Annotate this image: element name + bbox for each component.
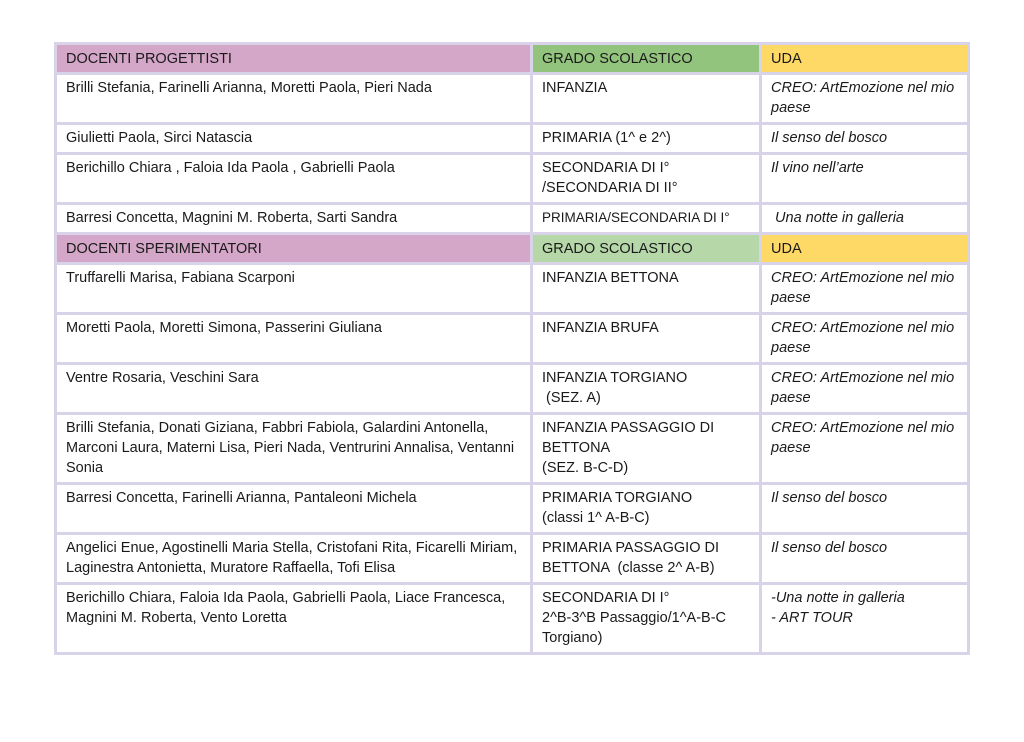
- uda-line: CREO: ArtEmozione nel mio: [771, 80, 955, 96]
- grado-line: BETTONA: [542, 440, 611, 456]
- grado-line: (SEZ. B-C-D): [542, 460, 629, 476]
- table-row: [57, 315, 967, 365]
- grado-line: (classi 1^ A-B-C): [542, 510, 650, 526]
- docenti-cell: Moretti Paola, Moretti Simona, Passerini Giuliana: [57, 315, 533, 365]
- docenti-cell: Brilli Stefania, Donati Giziana, Fabbri Fabiola, Galardini Antonella, Marconi Laura, Materni Lisa, Pieri Nada, Ventrurini Annalisa, Ventanni Sonia: [57, 415, 533, 485]
- uda-line: paese: [771, 290, 811, 306]
- table-row: [57, 75, 967, 125]
- header-grado-scolastico: GRADO SCOLASTICO: [533, 45, 762, 75]
- uda-line: paese: [771, 390, 811, 406]
- grado-cell: [533, 155, 762, 205]
- grado-line: PRIMARIA (1^ e 2^): [542, 130, 671, 146]
- grado-line: Torgiano): [542, 630, 603, 646]
- grado-line: BETTONA (classe 2^ A-B): [542, 560, 715, 576]
- grado-cell: [533, 585, 762, 652]
- uda-cell: [762, 125, 967, 155]
- header-docenti-sperimentatori: DOCENTI SPERIMENTATORI: [57, 235, 533, 265]
- header-docenti-progettisti: DOCENTI PROGETTISTI: [57, 45, 533, 75]
- grado-line: PRIMARIA/SECONDARIA DI I°: [542, 210, 730, 225]
- uda-cell: [762, 155, 967, 205]
- table-row: [57, 585, 967, 652]
- uda-cell: [762, 365, 967, 415]
- docenti-cell: Barresi Concetta, Magnini M. Roberta, Sarti Sandra: [57, 205, 533, 235]
- docenti-cell: Berichillo Chiara, Faloia Ida Paola, Gabrielli Paola, Liace Francesca, Magnini M. Roberta, Vento Loretta: [57, 585, 533, 652]
- uda-cell: [762, 585, 967, 652]
- table-row: [57, 155, 967, 205]
- table-row: [57, 535, 967, 585]
- grado-cell: [533, 125, 762, 155]
- table-row: [57, 415, 967, 485]
- uda-line: Il senso del bosco: [771, 540, 888, 556]
- grado-cell: [533, 415, 762, 485]
- uda-line: CREO: ArtEmozione nel mio: [771, 370, 955, 386]
- uda-line: Il senso del bosco: [771, 130, 888, 146]
- uda-line: -Una notte in galleria: [771, 590, 905, 606]
- grado-cell: [533, 485, 762, 535]
- grado-line: INFANZIA TORGIANO: [542, 370, 688, 386]
- grado-line: INFANZIA BETTONA: [542, 270, 679, 286]
- section-header-progettisti: [57, 45, 967, 75]
- grado-cell: [533, 205, 762, 235]
- table-row: [57, 485, 967, 535]
- uda-line: - ART TOUR: [771, 610, 853, 626]
- header-grado-scolastico: GRADO SCOLASTICO: [533, 235, 762, 265]
- grado-line: PRIMARIA TORGIANO: [542, 490, 693, 506]
- section-header-sperimentatori: [57, 235, 967, 265]
- docenti-cell: Berichillo Chiara , Faloia Ida Paola , Gabrielli Paola: [57, 155, 533, 205]
- grado-line: INFANZIA BRUFA: [542, 320, 659, 336]
- table-row: [57, 265, 967, 315]
- grado-cell: [533, 265, 762, 315]
- uda-line: paese: [771, 340, 811, 356]
- grado-cell: [533, 365, 762, 415]
- table-row: [57, 125, 967, 155]
- grado-line: INFANZIA PASSAGGIO DI: [542, 420, 715, 436]
- grado-line: PRIMARIA PASSAGGIO DI: [542, 540, 719, 556]
- uda-line: CREO: ArtEmozione nel mio: [771, 320, 955, 336]
- docenti-cell: Angelici Enue, Agostinelli Maria Stella, Cristofani Rita, Ficarelli Miriam, Laginestra Antonietta, Muratore Raffaella, Tofi Elisa: [57, 535, 533, 585]
- uda-line: paese: [771, 440, 811, 456]
- grado-line: /SECONDARIA DI II°: [542, 180, 678, 196]
- uda-line: Una notte in galleria: [771, 210, 904, 226]
- grado-line: 2^B-3^B Passaggio/1^A-B-C: [542, 610, 727, 626]
- uda-cell: [762, 415, 967, 485]
- grado-line: (SEZ. A): [542, 390, 601, 406]
- header-uda: UDA: [762, 45, 967, 75]
- uda-cell: [762, 205, 967, 235]
- grado-line: SECONDARIA DI I°: [542, 160, 670, 176]
- uda-line: paese: [771, 100, 811, 116]
- uda-line: CREO: ArtEmozione nel mio: [771, 270, 955, 286]
- docenti-cell: Ventre Rosaria, Veschini Sara: [57, 365, 533, 415]
- uda-cell: [762, 315, 967, 365]
- uda-line: Il vino nell’arte: [771, 160, 864, 176]
- uda-line: Il senso del bosco: [771, 490, 888, 506]
- table-row: [57, 365, 967, 415]
- header-uda: UDA: [762, 235, 967, 265]
- grado-cell: [533, 315, 762, 365]
- uda-cell: [762, 535, 967, 585]
- uda-cell: [762, 265, 967, 315]
- teachers-table: [54, 42, 970, 655]
- docenti-cell: Brilli Stefania, Farinelli Arianna, Moretti Paola, Pieri Nada: [57, 75, 533, 125]
- docenti-cell: Barresi Concetta, Farinelli Arianna, Pantaleoni Michela: [57, 485, 533, 535]
- docenti-cell: Giulietti Paola, Sirci Natascia: [57, 125, 533, 155]
- table-row: [57, 205, 967, 235]
- uda-line: CREO: ArtEmozione nel mio: [771, 420, 955, 436]
- grado-cell: [533, 75, 762, 125]
- grado-cell: [533, 535, 762, 585]
- grado-line: INFANZIA: [542, 80, 608, 96]
- uda-cell: [762, 75, 967, 125]
- uda-cell: [762, 485, 967, 535]
- grado-line: SECONDARIA DI I°: [542, 590, 670, 606]
- docenti-cell: Truffarelli Marisa, Fabiana Scarponi: [57, 265, 533, 315]
